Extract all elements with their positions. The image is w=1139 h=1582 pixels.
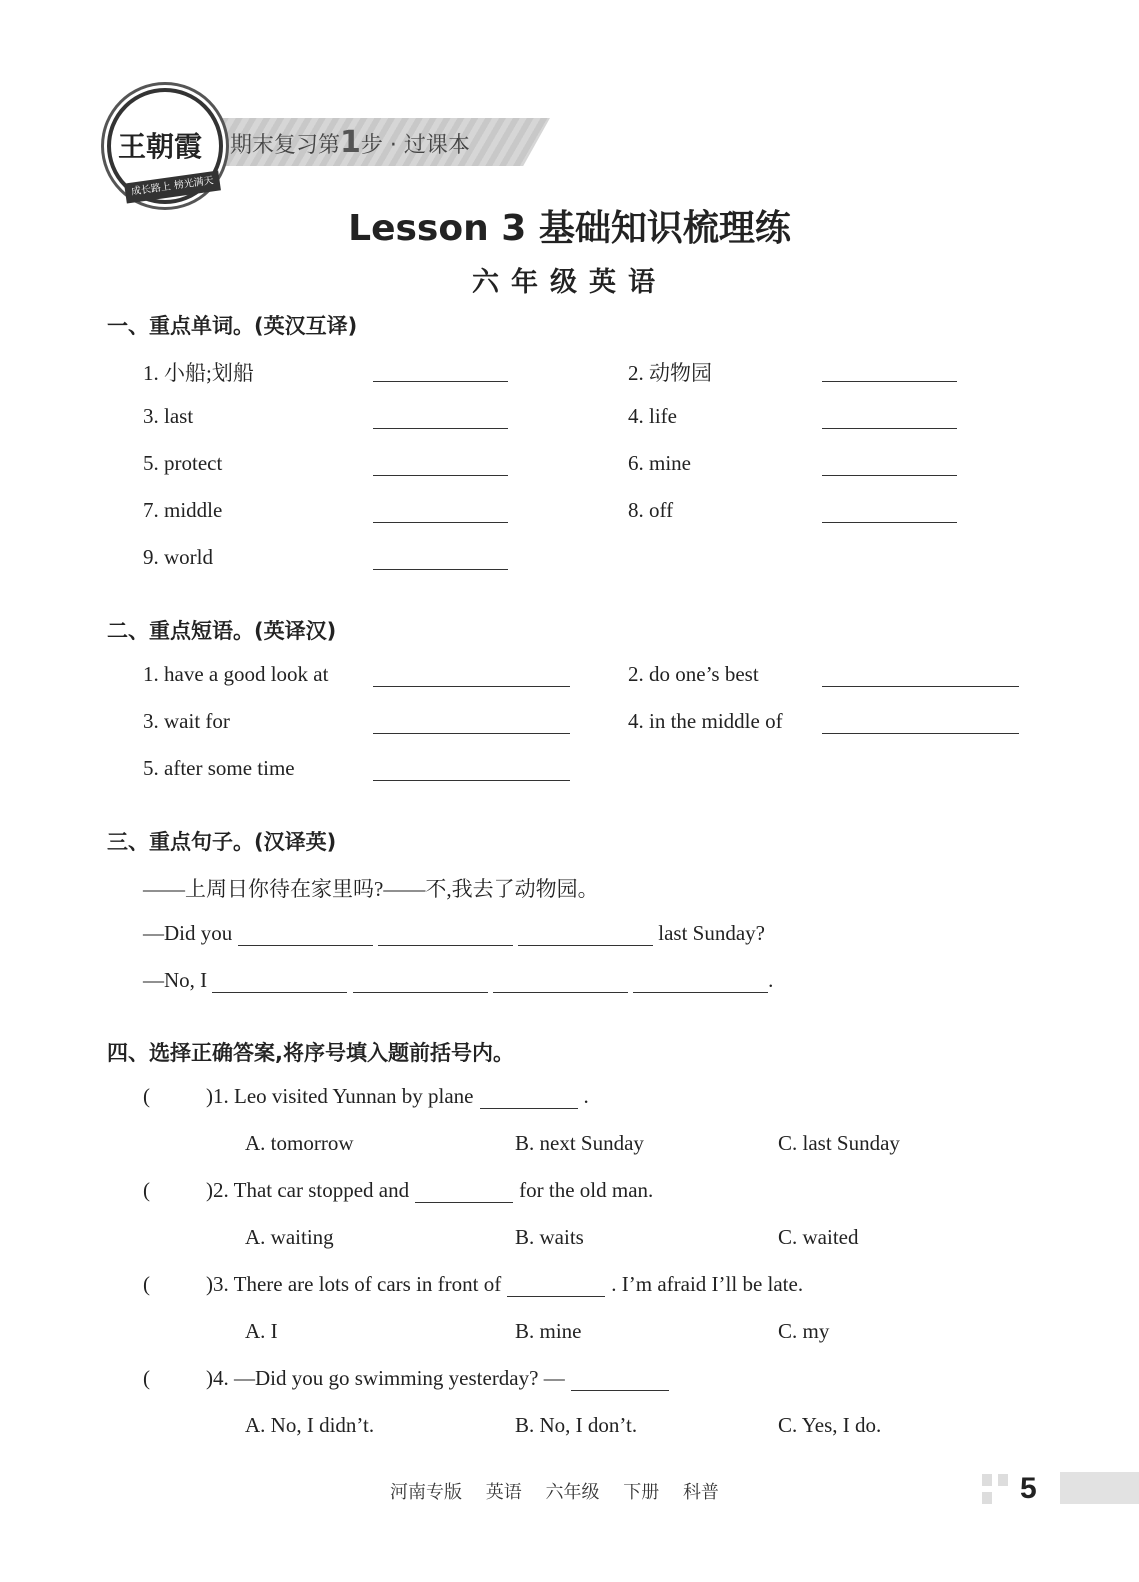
answer-paren[interactable]: (	[143, 1366, 150, 1390]
question-text-end: . I’m afraid I’ll be late.	[611, 1272, 804, 1296]
answer-blank[interactable]	[822, 453, 957, 476]
answer-blank[interactable]	[822, 500, 957, 523]
answer-blank[interactable]	[373, 547, 508, 570]
answer-start: —No, I	[143, 968, 208, 992]
answer-blank[interactable]	[373, 453, 508, 476]
answer-blank[interactable]	[238, 923, 373, 946]
vocab-item: 1. 小船;划船	[143, 361, 254, 385]
phrase-item: 2. do one’s best	[628, 662, 759, 686]
question-start: —Did you	[143, 921, 233, 945]
question-end: last Sunday?	[658, 921, 765, 945]
question-text: )2. That car stopped and	[206, 1178, 410, 1202]
footer-subject: 英语	[485, 1482, 522, 1503]
vocab-item: 3. last	[143, 404, 194, 428]
option-b[interactable]: B. waits	[515, 1225, 584, 1249]
footer-decor	[982, 1474, 992, 1486]
footer-edition: 河南专版	[390, 1482, 462, 1503]
answer-blank[interactable]	[373, 359, 508, 382]
question-line	[206, 1366, 675, 1391]
footer-grade: 六年级	[545, 1482, 600, 1503]
footer-publisher: 科普	[682, 1482, 719, 1503]
brand-logo-ribbon: 成长路上 榜光满天	[124, 170, 221, 203]
option-c[interactable]: C. my	[778, 1319, 830, 1343]
answer-end: .	[768, 968, 774, 992]
option-a[interactable]: A. No, I didn’t.	[245, 1413, 375, 1437]
answer-blank[interactable]	[518, 923, 653, 946]
question-line	[206, 1272, 803, 1297]
answer-blank[interactable]	[633, 970, 768, 993]
header-banner-text	[230, 125, 470, 160]
vocab-item: 4. life	[628, 404, 677, 428]
banner-step: 1	[340, 125, 361, 160]
page-subtitle: 六年级英语	[472, 267, 667, 298]
question-text: )3. There are lots of cars in front of	[206, 1272, 502, 1296]
question-line	[206, 1084, 589, 1109]
question-line	[206, 1178, 653, 1203]
footer-info	[390, 1478, 737, 1504]
section-3-answer-line	[143, 968, 773, 993]
section-3-chinese: ——上周日你待在家里吗?——不,我去了动物园。	[143, 877, 599, 901]
vocab-item: 7. middle	[143, 498, 223, 522]
vocab-item: 5. protect	[143, 451, 223, 475]
page-number-bar	[1060, 1472, 1139, 1504]
answer-blank[interactable]	[415, 1180, 513, 1203]
section-1-heading: 一、重点单词。(英汉互译)	[107, 314, 358, 338]
option-a[interactable]: A. waiting	[245, 1225, 334, 1249]
option-a[interactable]: A. I	[245, 1319, 278, 1343]
answer-blank[interactable]	[571, 1368, 669, 1391]
option-c[interactable]: C. waited	[778, 1225, 859, 1249]
vocab-item: 9. world	[143, 545, 213, 569]
section-3-question-line	[143, 921, 765, 946]
page-title: Lesson 3 基础知识梳理练	[348, 208, 791, 249]
vocab-item: 6. mine	[628, 451, 691, 475]
section-3-heading: 三、重点句子。(汉译英)	[107, 830, 337, 854]
answer-blank[interactable]	[822, 664, 1019, 687]
vocab-item: 8. off	[628, 498, 674, 522]
option-b[interactable]: B. next Sunday	[515, 1131, 644, 1155]
phrase-item: 3. wait for	[143, 709, 230, 733]
brand-logo-text: 王朝霞	[118, 130, 203, 163]
phrase-item: 4. in the middle of	[628, 709, 783, 733]
answer-blank[interactable]	[493, 970, 628, 993]
answer-blank[interactable]	[480, 1086, 578, 1109]
page-number: 5	[1020, 1472, 1037, 1505]
option-a[interactable]: A. tomorrow	[245, 1131, 354, 1155]
answer-blank[interactable]	[507, 1274, 605, 1297]
answer-blank[interactable]	[378, 923, 513, 946]
option-c[interactable]: C. last Sunday	[778, 1131, 900, 1155]
answer-blank[interactable]	[373, 500, 508, 523]
phrase-item: 1. have a good look at	[143, 662, 329, 686]
phrase-item: 5. after some time	[143, 756, 295, 780]
answer-blank[interactable]	[373, 664, 570, 687]
answer-blank[interactable]	[353, 970, 488, 993]
answer-blank[interactable]	[373, 758, 570, 781]
answer-paren[interactable]: (	[143, 1178, 150, 1202]
answer-blank[interactable]	[373, 406, 508, 429]
vocab-item: 2. 动物园	[628, 361, 712, 385]
answer-blank[interactable]	[822, 711, 1019, 734]
answer-blank[interactable]	[373, 711, 570, 734]
footer-volume: 下册	[623, 1482, 660, 1503]
answer-paren[interactable]: (	[143, 1084, 150, 1108]
section-2-heading: 二、重点短语。(英译汉)	[107, 619, 337, 643]
section-4-heading: 四、选择正确答案,将序号填入题前括号内。	[107, 1041, 514, 1065]
question-text: )1. Leo visited Yunnan by plane	[206, 1084, 474, 1108]
banner-prefix: 期末复习第	[230, 133, 341, 158]
option-c[interactable]: C. Yes, I do.	[778, 1413, 882, 1437]
question-text-end: for the old man.	[519, 1178, 654, 1202]
banner-suffix: 步 · 过课本	[360, 133, 470, 158]
answer-blank[interactable]	[822, 359, 957, 382]
answer-blank[interactable]	[212, 970, 347, 993]
question-text: )4. —Did you go swimming yesterday? —	[206, 1366, 565, 1390]
answer-paren[interactable]: (	[143, 1272, 150, 1296]
footer-decor	[998, 1474, 1008, 1486]
option-b[interactable]: B. mine	[515, 1319, 582, 1343]
question-text-end: .	[583, 1084, 589, 1108]
footer-decor	[982, 1492, 992, 1504]
answer-blank[interactable]	[822, 406, 957, 429]
option-b[interactable]: B. No, I don’t.	[515, 1413, 638, 1437]
